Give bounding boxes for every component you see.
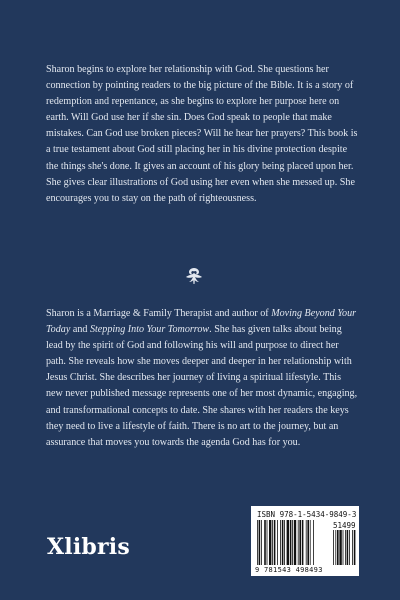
bio-and: and <box>70 324 90 336</box>
book-title-1: Moving Beyond Your Today <box>46 308 357 336</box>
bio-intro: Sharon is a Marriage & Family Therapist and author of <box>46 308 272 319</box>
isbn-barcode <box>251 506 359 576</box>
bio-rest: . She has given talks about being lead by the spirit of God and following his will and purpose to direct her path. She reveals how she moves deeper and deeper in her relationship with Jesus Christ. She describes her journey of living a spiritual lifestyle. This new never published message represents one of her most dynamic, engaging, and transformational concepts to date. She shares with her readers the keys they need to live a lifestyle of faith. There is no art to the journey, but an assurance that moves you towards the agenda God has for you. <box>46 324 358 448</box>
book-blurb: Sharon begins to explore her relationship with God. She questions her connection by pointing readers to the big picture of the Bible. It is a story of redemption and repentance, as she begins to explore her purpose here on earth. Will God use her if she sin. Does God speak to people that make mistakes. Can God use broken pieces? Will he hear her prayers? This book is a true testament about God still placing her in his divine protection despite the things she's done. It gives an account of his glory being placed upon her. She gives clear illustrations of God using her even when she messed up. She encourages you to stay on the path of righteousness. <box>46 64 358 204</box>
fleuron-icon <box>183 266 205 286</box>
publisher-logo: Xlibris <box>47 534 130 560</box>
book-title-2: Stepping Into Your Tomorrow <box>89 324 210 336</box>
barcode-digits: 9 781543 498493 <box>255 566 323 574</box>
price-code: 51499 <box>333 521 356 530</box>
author-bio <box>46 306 358 451</box>
isbn-label: ISBN 978-1-5434-9849-3 <box>257 510 357 519</box>
